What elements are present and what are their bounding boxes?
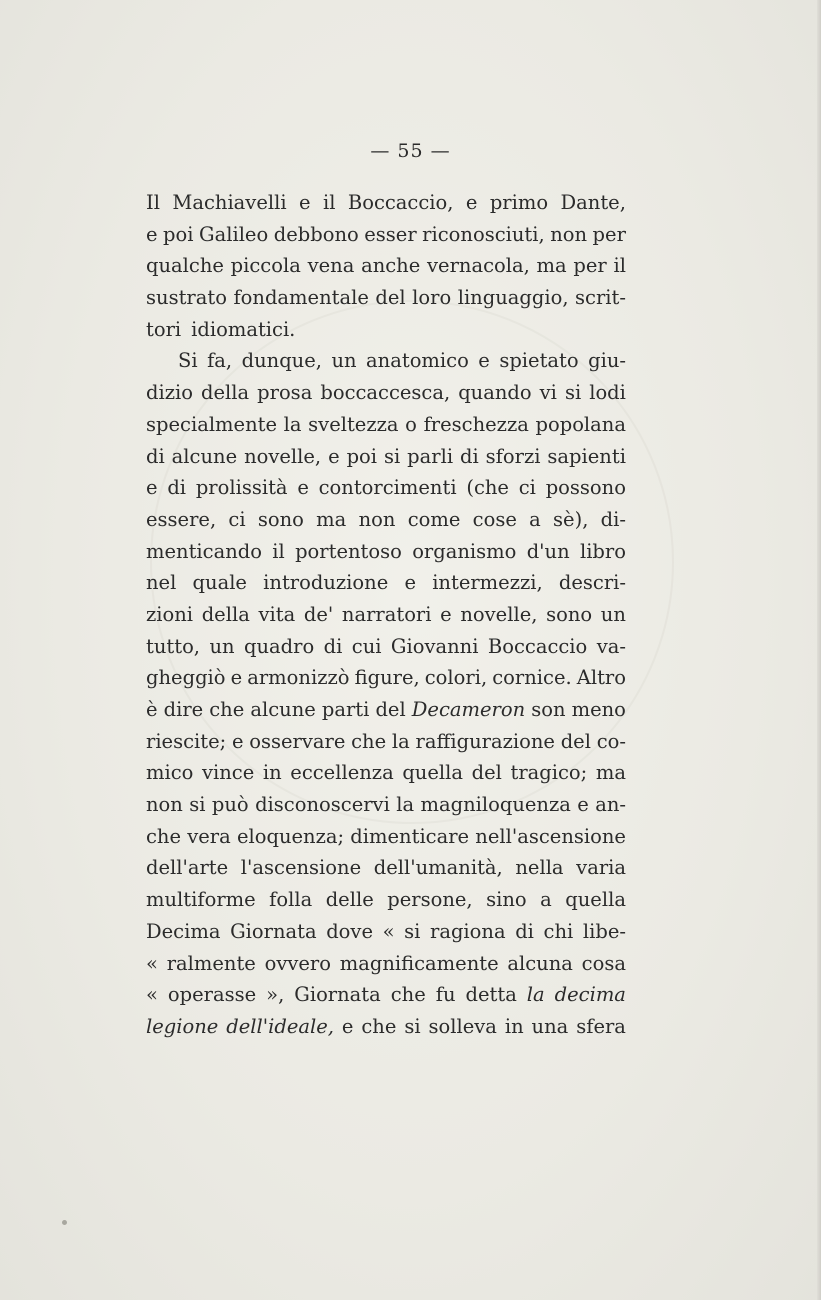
word: il (272, 539, 285, 563)
word: Decameron (411, 698, 526, 721)
word: linguaggio, (457, 286, 569, 310)
word: primo (489, 191, 549, 214)
word: si (564, 381, 582, 405)
word: solleva (428, 1014, 497, 1038)
word: lodi (589, 381, 626, 405)
word: co- (596, 729, 626, 753)
text-line (146, 377, 626, 409)
word: dell'umanità, (373, 856, 503, 880)
word: quale (192, 571, 247, 595)
word: fu (435, 983, 456, 1007)
word: e (440, 602, 452, 626)
word: vita (258, 602, 296, 626)
word: chi (543, 919, 574, 943)
word: può (211, 793, 249, 817)
word: piccola (230, 254, 301, 278)
word: non (146, 793, 183, 817)
text-line (146, 187, 626, 219)
word: in (504, 1014, 524, 1038)
word: tutto, (146, 634, 201, 658)
word: legione (146, 1014, 219, 1038)
text-line (146, 789, 626, 821)
word: ci (228, 507, 246, 531)
word: quadro (243, 634, 315, 658)
text-line (146, 250, 626, 282)
word: ma (536, 254, 567, 278)
word: del (471, 761, 502, 785)
word: eccellenza (290, 761, 394, 785)
word: ralmente (166, 951, 256, 975)
word: Dante, (560, 191, 626, 214)
word: ragiona (430, 919, 506, 943)
page-edge (817, 0, 821, 1300)
word: tori (146, 317, 182, 341)
text-line (146, 916, 626, 948)
word: an- (595, 793, 626, 817)
word: cui (351, 634, 382, 658)
word: a (529, 507, 541, 531)
word: il (613, 254, 626, 278)
word: Giornata (294, 983, 381, 1007)
word: che (390, 983, 426, 1007)
word: nella (515, 856, 564, 880)
word: Galileo (199, 222, 269, 246)
word: nel (146, 571, 177, 595)
word: di (146, 444, 165, 468)
word: organismo (412, 539, 517, 563)
word: che (361, 1014, 397, 1038)
word: cose (472, 507, 517, 531)
word: sforzi (485, 444, 541, 468)
word: (che (466, 476, 509, 500)
word: dell'ideale, (226, 1014, 334, 1038)
word: intermezzi, (432, 571, 543, 595)
word: contorcimenti (318, 476, 457, 500)
word: e (465, 191, 478, 214)
word: gheggiò (146, 666, 226, 690)
word: eloquenza; (236, 824, 345, 848)
word: non (358, 507, 396, 531)
word: dunque, (241, 349, 322, 373)
word: vera (187, 824, 231, 848)
word: scrit- (575, 286, 626, 310)
text-line (146, 282, 626, 314)
word: sfera (576, 1014, 626, 1038)
word: quella (565, 888, 626, 912)
word: sapienti (547, 444, 626, 468)
word: multiforme (146, 888, 256, 912)
word: sè), (553, 507, 589, 531)
word: armonizzò (247, 666, 350, 690)
word: cosa (581, 951, 626, 975)
word: portentoso (295, 539, 402, 563)
word: della (201, 381, 250, 405)
word: sono (546, 602, 593, 626)
text-line (146, 219, 626, 251)
word: vena (307, 254, 355, 278)
word: quella (402, 761, 463, 785)
text-line (146, 504, 626, 536)
word: sono (257, 507, 304, 531)
word: mico (146, 761, 194, 785)
word: che (209, 698, 245, 721)
word: specialmente (146, 412, 278, 436)
text-line (146, 979, 626, 1011)
text-line (146, 948, 626, 980)
text-line (146, 314, 626, 346)
word: descri- (558, 571, 626, 595)
word: vi (539, 381, 557, 405)
word: per (592, 222, 626, 246)
word: nell'ascensione (475, 824, 626, 848)
word: e (328, 444, 340, 468)
word: libro (579, 539, 626, 563)
word: Il (146, 191, 160, 214)
word: ci (518, 476, 536, 500)
text-line (146, 726, 626, 758)
word: e (230, 666, 243, 690)
text-line (146, 852, 626, 884)
word: del (375, 698, 406, 721)
word: e (146, 476, 158, 500)
word: popolana (535, 412, 626, 436)
text-line (146, 472, 626, 504)
word: qualche (146, 254, 224, 278)
word: essere, (146, 507, 217, 531)
word: disconoscervi (255, 793, 390, 817)
word: zioni (146, 602, 194, 626)
word: loro (412, 286, 452, 310)
word: per (573, 254, 607, 278)
word: un (331, 349, 357, 373)
word: di (460, 444, 479, 468)
text-line (146, 409, 626, 441)
word: novelle, (244, 444, 322, 468)
word: spietato (499, 349, 579, 373)
word: meno (571, 698, 626, 721)
word: introduzione (263, 571, 389, 595)
word: ma (316, 507, 347, 531)
word: sino (486, 888, 527, 912)
word: fa, (207, 349, 233, 373)
word: dire (163, 698, 204, 721)
word: freschezza (423, 412, 529, 436)
word: la (526, 983, 545, 1007)
word: Giornata (230, 919, 317, 943)
word: ma (595, 761, 626, 785)
word: la (396, 793, 415, 817)
word: riconosciuti, (422, 222, 545, 246)
word: cornice. (492, 666, 572, 690)
word: va- (596, 634, 626, 658)
word: », (266, 983, 285, 1007)
word: Boccaccio, (347, 191, 454, 214)
word: sustrato (146, 286, 227, 310)
word: anatomico (366, 349, 469, 373)
word: la (391, 729, 410, 753)
word: anche (361, 254, 421, 278)
text-line (146, 599, 626, 631)
word: a (540, 888, 552, 912)
word: dizio (146, 381, 193, 405)
word: novelle, (460, 602, 538, 626)
text-line (146, 662, 626, 694)
word: e (146, 222, 158, 246)
word: magnificamente (339, 951, 499, 975)
word: di- (600, 507, 626, 531)
word: quando (458, 381, 532, 405)
word: del (560, 729, 591, 753)
word: di (323, 634, 343, 658)
word: d'un (526, 539, 570, 563)
word: idiomatici. (191, 317, 296, 341)
word: vince (202, 761, 255, 785)
word: prosa (257, 381, 313, 405)
word: de' (303, 602, 334, 626)
text-line (146, 631, 626, 663)
word: « (146, 951, 158, 975)
word: delle (325, 888, 374, 912)
word: detta (465, 983, 517, 1007)
text-line (146, 694, 626, 726)
word: menticando (146, 539, 262, 563)
word: si (404, 919, 421, 943)
word: varia (576, 856, 626, 880)
word: e (478, 349, 490, 373)
word: alcune (250, 698, 316, 721)
word: alcuna (507, 951, 573, 975)
word: si (189, 793, 206, 817)
text-line (146, 567, 626, 599)
word: e (341, 1014, 354, 1038)
word: debbono (273, 222, 359, 246)
word: il (322, 191, 336, 214)
word: Si (178, 349, 198, 373)
word: e (577, 793, 589, 817)
text-line (146, 757, 626, 789)
word: ovvero (264, 951, 331, 975)
word: del (375, 286, 406, 310)
text-line (146, 821, 626, 853)
word: che (351, 729, 387, 753)
word: colori, (424, 666, 488, 690)
word: persone, (387, 888, 473, 912)
word: Machiavelli (172, 191, 287, 214)
word: è (146, 698, 158, 721)
text-line (146, 884, 626, 916)
body-text (146, 187, 626, 1043)
word: poi (163, 222, 194, 246)
word: giu- (588, 349, 626, 373)
word: l'ascensione (240, 856, 362, 880)
word: un (600, 602, 626, 626)
word: possono (545, 476, 626, 500)
word: come (407, 507, 461, 531)
word: dell'arte (146, 856, 229, 880)
word: tragico; (510, 761, 588, 785)
word: e (231, 729, 244, 753)
word: la (283, 412, 302, 436)
word: figure, (354, 666, 420, 690)
paper-spot (62, 1220, 67, 1225)
word: narratori (341, 602, 432, 626)
word: dimenticare (350, 824, 470, 848)
word: boccaccesca, (320, 381, 451, 405)
word: Decima (146, 919, 221, 943)
word: non (550, 222, 588, 246)
word: riescite; (146, 729, 227, 753)
word: folla (269, 888, 313, 912)
word: magniloquenza (420, 793, 571, 817)
word: decima (554, 983, 626, 1007)
text-line (146, 441, 626, 473)
word: poi (346, 444, 378, 468)
page-number: — 55 — (370, 140, 451, 162)
word: parti (321, 698, 370, 721)
word: « (382, 919, 395, 943)
word: libe- (582, 919, 626, 943)
word: osservare (249, 729, 346, 753)
word: vernacola, (427, 254, 530, 278)
word: un (209, 634, 235, 658)
word: e (297, 476, 309, 500)
word: parli (407, 444, 454, 468)
word: che (146, 824, 182, 848)
word: sveltezza (308, 412, 399, 436)
word: della (201, 602, 250, 626)
word: son (531, 698, 566, 721)
word: « (146, 983, 158, 1007)
word: dove (326, 919, 373, 943)
word: Altro (576, 666, 626, 690)
word: alcune (171, 444, 238, 468)
text-line (146, 536, 626, 568)
word: prolissità (195, 476, 288, 500)
word: Boccaccio (487, 634, 588, 658)
word: di (515, 919, 534, 943)
word: esser (364, 222, 417, 246)
word: e (299, 191, 311, 214)
word: o (405, 412, 417, 436)
word: e (404, 571, 416, 595)
text-line (146, 1011, 626, 1043)
word: operasse (167, 983, 257, 1007)
text-line (146, 345, 626, 377)
word: si (383, 444, 401, 468)
word: fondamentale (233, 286, 369, 310)
word: Giovanni (390, 634, 479, 658)
word: in (262, 761, 282, 785)
word: di (167, 476, 187, 500)
word: raffigurazione (415, 729, 555, 753)
word: si (404, 1014, 421, 1038)
word: una (531, 1014, 569, 1038)
